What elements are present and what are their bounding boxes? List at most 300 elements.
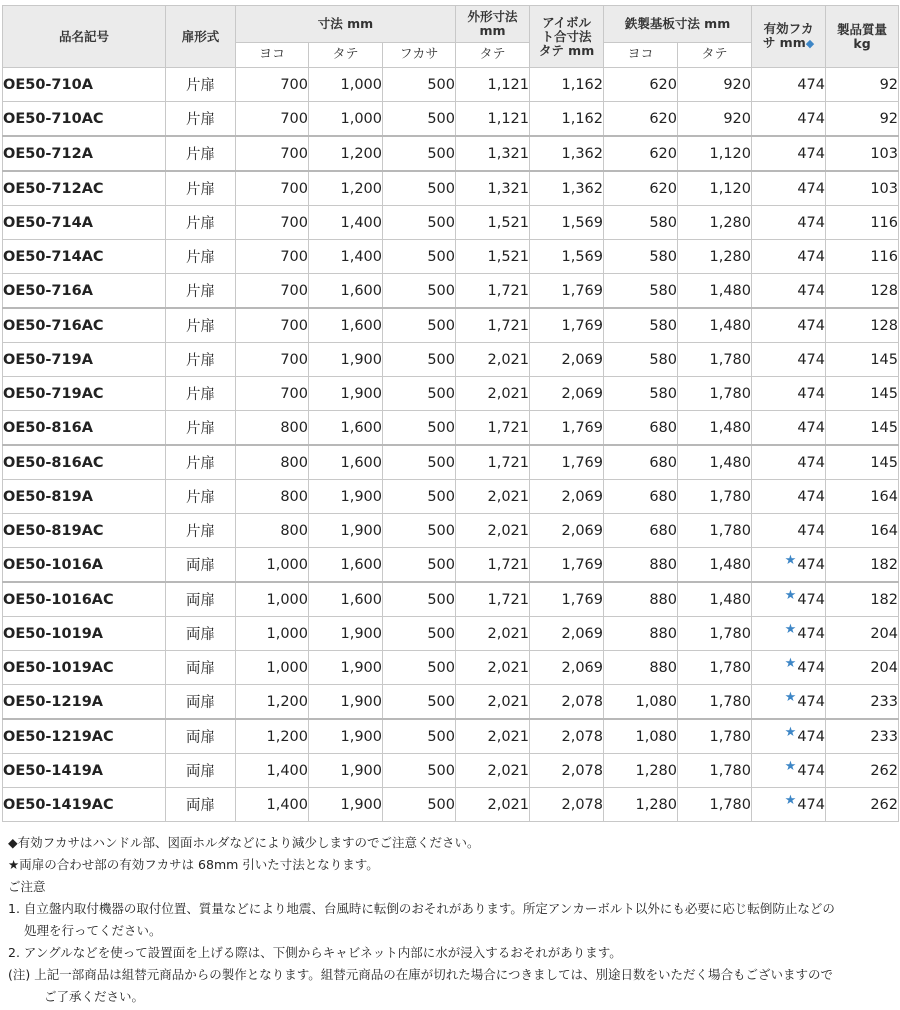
note-diamond: ◆有効フカサはハンドル部、図面ホルダなどにより減少しますのでご注意ください。 <box>8 835 480 850</box>
cell-weight: 92 <box>826 102 899 137</box>
cell-width: 1,000 <box>236 651 309 685</box>
cell-depth: 500 <box>383 582 456 617</box>
cell-plate-width: 680 <box>604 514 678 548</box>
cell-plate-height: 1,780 <box>678 685 752 720</box>
cell-depth: 500 <box>383 240 456 274</box>
cell-width: 800 <box>236 445 309 480</box>
cell-plate-width: 1,280 <box>604 754 678 788</box>
cell-eyebolt-height: 1,769 <box>530 582 604 617</box>
cell-door-type: 片扉 <box>166 171 236 206</box>
remark: (注) 上記一部商品は組替元商品からの製作となります。組替元商品の在庫が切れた場合につきましては、別途日数をいただく場合もございますので <box>8 967 833 982</box>
table-row <box>3 102 899 137</box>
cell-width: 700 <box>236 206 309 240</box>
cell-effective-depth: 474 <box>752 68 826 102</box>
cell-model: OE50-716A <box>3 274 166 309</box>
cell-effective-depth: 474 <box>752 377 826 411</box>
cell-door-type: 両扉 <box>166 719 236 754</box>
header-eff-line2: サ mm <box>762 35 806 50</box>
cell-door-type: 片扉 <box>166 206 236 240</box>
table-row <box>3 754 899 788</box>
cell-plate-height: 920 <box>678 102 752 137</box>
cell-width: 1,000 <box>236 582 309 617</box>
cell-plate-height: 1,780 <box>678 651 752 685</box>
cell-eyebolt-height: 2,078 <box>530 754 604 788</box>
cell-width: 700 <box>236 274 309 309</box>
cell-depth: 500 <box>383 308 456 343</box>
cell-width: 700 <box>236 171 309 206</box>
cell-height: 1,000 <box>309 102 383 137</box>
effective-depth-value: 474 <box>797 762 826 779</box>
effective-depth-value: 474 <box>797 556 826 573</box>
table-row <box>3 308 899 343</box>
cell-plate-height: 1,480 <box>678 582 752 617</box>
cell-model: OE50-816AC <box>3 445 166 480</box>
cell-outer-height: 1,721 <box>456 308 530 343</box>
cell-height: 1,900 <box>309 754 383 788</box>
cell-door-type: 両扉 <box>166 617 236 651</box>
effective-depth-value: 474 <box>797 625 826 642</box>
cell-width: 1,200 <box>236 685 309 720</box>
cell-height: 1,600 <box>309 308 383 343</box>
cell-door-type: 片扉 <box>166 102 236 137</box>
cell-door-type: 両扉 <box>166 788 236 822</box>
cell-height: 1,400 <box>309 240 383 274</box>
cell-eyebolt-height: 1,769 <box>530 308 604 343</box>
cell-effective-depth: 474 <box>752 136 826 171</box>
cell-door-type: 片扉 <box>166 68 236 102</box>
note-star: ★両扉の合わせ部の有効フカサは 68mm 引いた寸法となります。 <box>8 857 379 872</box>
cell-depth: 500 <box>383 480 456 514</box>
header-dims: 寸法 mm <box>236 6 456 43</box>
table-row <box>3 685 899 720</box>
cell-outer-height: 1,321 <box>456 136 530 171</box>
cell-plate-height: 1,780 <box>678 617 752 651</box>
cell-plate-width: 680 <box>604 411 678 446</box>
cell-weight: 262 <box>826 788 899 822</box>
cell-height: 1,200 <box>309 171 383 206</box>
cell-depth: 500 <box>383 343 456 377</box>
cell-eyebolt-height: 1,362 <box>530 171 604 206</box>
cell-door-type: 片扉 <box>166 411 236 446</box>
cell-plate-width: 1,280 <box>604 788 678 822</box>
cell-height: 1,900 <box>309 685 383 720</box>
cell-outer-height: 2,021 <box>456 480 530 514</box>
cell-outer-height: 1,721 <box>456 548 530 583</box>
table-row <box>3 582 899 617</box>
cell-height: 1,900 <box>309 343 383 377</box>
cell-depth: 500 <box>383 719 456 754</box>
effective-depth-value: 474 <box>797 591 826 608</box>
cell-effective-depth: 474 <box>752 308 826 343</box>
cell-weight: 92 <box>826 68 899 102</box>
cell-plate-height: 1,780 <box>678 377 752 411</box>
cell-plate-height: 1,780 <box>678 514 752 548</box>
cell-height: 1,400 <box>309 206 383 240</box>
star-icon: ★ <box>784 655 797 671</box>
cell-width: 1,400 <box>236 788 309 822</box>
cell-model: OE50-819A <box>3 480 166 514</box>
cell-outer-height: 1,521 <box>456 240 530 274</box>
star-icon: ★ <box>784 621 797 637</box>
cell-weight: 182 <box>826 548 899 583</box>
cell-outer-height: 1,721 <box>456 274 530 309</box>
table-row <box>3 136 899 171</box>
header-eff-line1: 有効フカ <box>763 21 814 36</box>
cell-door-type: 片扉 <box>166 377 236 411</box>
table-row <box>3 548 899 583</box>
cell-effective-depth <box>752 582 826 617</box>
header-weight-line2: kg <box>853 35 871 51</box>
header-eyebolt-line2: ト合寸法 <box>541 28 592 44</box>
cell-depth: 500 <box>383 206 456 240</box>
cell-outer-height: 2,021 <box>456 754 530 788</box>
cell-door-type: 片扉 <box>166 514 236 548</box>
caution-1-cont: 処理を行ってください。 <box>24 923 162 938</box>
cell-effective-depth: 474 <box>752 343 826 377</box>
cell-effective-depth: 474 <box>752 514 826 548</box>
cell-weight: 204 <box>826 617 899 651</box>
cell-eyebolt-height: 2,078 <box>530 685 604 720</box>
cell-weight: 233 <box>826 685 899 720</box>
cell-plate-width: 580 <box>604 274 678 309</box>
cell-weight: 145 <box>826 377 899 411</box>
cell-outer-height: 1,121 <box>456 68 530 102</box>
header-door-type: 扉形式 <box>166 6 236 68</box>
cell-door-type: 両扉 <box>166 582 236 617</box>
cell-door-type: 両扉 <box>166 548 236 583</box>
cell-height: 1,900 <box>309 719 383 754</box>
effective-depth-value: 474 <box>797 796 826 813</box>
cell-weight: 145 <box>826 445 899 480</box>
header-weight-line1: 製品質量 <box>837 21 888 37</box>
star-icon: ★ <box>784 587 797 603</box>
cell-effective-depth: 474 <box>752 240 826 274</box>
cell-width: 800 <box>236 480 309 514</box>
cell-height: 1,900 <box>309 514 383 548</box>
cell-eyebolt-height: 1,769 <box>530 411 604 446</box>
cell-plate-width: 1,080 <box>604 685 678 720</box>
cell-effective-depth: 474 <box>752 102 826 137</box>
cell-width: 800 <box>236 514 309 548</box>
cell-width: 1,400 <box>236 754 309 788</box>
cell-eyebolt-height: 2,069 <box>530 343 604 377</box>
cell-width: 700 <box>236 377 309 411</box>
star-icon: ★ <box>784 724 797 740</box>
cell-plate-width: 580 <box>604 308 678 343</box>
table-row <box>3 480 899 514</box>
cell-door-type: 両扉 <box>166 754 236 788</box>
cell-weight: 116 <box>826 206 899 240</box>
cell-eyebolt-height: 2,069 <box>530 480 604 514</box>
cell-plate-width: 880 <box>604 582 678 617</box>
cell-eyebolt-height: 1,162 <box>530 68 604 102</box>
header-plate: 鉄製基板寸法 mm <box>604 6 752 43</box>
cell-eyebolt-height: 2,078 <box>530 719 604 754</box>
cell-plate-width: 680 <box>604 445 678 480</box>
cell-model: OE50-1016A <box>3 548 166 583</box>
cell-height: 1,900 <box>309 480 383 514</box>
table-row <box>3 274 899 309</box>
subheader-height: タテ <box>309 43 383 68</box>
cell-plate-height: 1,780 <box>678 480 752 514</box>
cell-depth: 500 <box>383 617 456 651</box>
subheader-width: ヨコ <box>236 43 309 68</box>
table-row <box>3 719 899 754</box>
header-eyebolt <box>530 6 604 68</box>
cell-weight: 103 <box>826 136 899 171</box>
cell-door-type: 片扉 <box>166 343 236 377</box>
cell-model: OE50-1019A <box>3 617 166 651</box>
header-weight <box>826 6 899 68</box>
cell-height: 1,900 <box>309 617 383 651</box>
star-icon: ★ <box>784 552 797 568</box>
cell-height: 1,000 <box>309 68 383 102</box>
cell-plate-width: 880 <box>604 548 678 583</box>
cell-plate-height: 1,120 <box>678 171 752 206</box>
cell-weight: 145 <box>826 343 899 377</box>
cell-plate-width: 680 <box>604 480 678 514</box>
cell-model: OE50-714AC <box>3 240 166 274</box>
diamond-icon: ◆ <box>805 37 815 50</box>
cell-eyebolt-height: 2,069 <box>530 651 604 685</box>
cell-eyebolt-height: 2,069 <box>530 377 604 411</box>
cell-plate-height: 1,480 <box>678 548 752 583</box>
table-row <box>3 343 899 377</box>
cell-effective-depth: 474 <box>752 274 826 309</box>
cell-depth: 500 <box>383 685 456 720</box>
cell-weight: 164 <box>826 480 899 514</box>
cell-model: OE50-1016AC <box>3 582 166 617</box>
cell-depth: 500 <box>383 102 456 137</box>
cell-effective-depth: 474 <box>752 206 826 240</box>
table-body <box>3 68 899 822</box>
cell-plate-height: 1,780 <box>678 754 752 788</box>
cell-model: OE50-719A <box>3 343 166 377</box>
cell-model: OE50-719AC <box>3 377 166 411</box>
cell-width: 700 <box>236 240 309 274</box>
header-model: 品名記号 <box>3 6 166 68</box>
cell-plate-height: 1,780 <box>678 719 752 754</box>
cell-plate-height: 1,480 <box>678 308 752 343</box>
cell-weight: 116 <box>826 240 899 274</box>
star-icon: ★ <box>784 792 797 808</box>
cell-depth: 500 <box>383 411 456 446</box>
cell-eyebolt-height: 1,569 <box>530 240 604 274</box>
cell-plate-width: 880 <box>604 651 678 685</box>
cell-plate-width: 620 <box>604 171 678 206</box>
cell-plate-width: 580 <box>604 343 678 377</box>
cell-plate-width: 880 <box>604 617 678 651</box>
cell-model: OE50-710A <box>3 68 166 102</box>
cell-outer-height: 1,721 <box>456 411 530 446</box>
cell-plate-width: 580 <box>604 377 678 411</box>
cell-width: 700 <box>236 308 309 343</box>
table-row <box>3 171 899 206</box>
cell-weight: 128 <box>826 274 899 309</box>
cell-depth: 500 <box>383 651 456 685</box>
table-row <box>3 445 899 480</box>
caution-2: 2. アングルなどを使って設置面を上げる際は、下側からキャビネット内部に水が浸入するおそれがあります。 <box>8 945 622 960</box>
cell-eyebolt-height: 1,569 <box>530 206 604 240</box>
cell-effective-depth <box>752 548 826 583</box>
subheader-depth: フカサ <box>383 43 456 68</box>
cell-depth: 500 <box>383 171 456 206</box>
cell-depth: 500 <box>383 548 456 583</box>
cell-width: 1,200 <box>236 719 309 754</box>
cell-model: OE50-1019AC <box>3 651 166 685</box>
cell-door-type: 両扉 <box>166 685 236 720</box>
cell-width: 1,000 <box>236 617 309 651</box>
cell-eyebolt-height: 1,162 <box>530 102 604 137</box>
cell-weight: 103 <box>826 171 899 206</box>
cell-eyebolt-height: 1,362 <box>530 136 604 171</box>
cell-effective-depth <box>752 719 826 754</box>
cell-plate-height: 1,480 <box>678 274 752 309</box>
cell-height: 1,900 <box>309 377 383 411</box>
table-row <box>3 68 899 102</box>
cell-plate-height: 1,780 <box>678 788 752 822</box>
cell-outer-height: 2,021 <box>456 377 530 411</box>
cell-outer-height: 2,021 <box>456 514 530 548</box>
effective-depth-value: 474 <box>797 728 826 745</box>
cell-height: 1,600 <box>309 274 383 309</box>
cell-depth: 500 <box>383 754 456 788</box>
cell-door-type: 両扉 <box>166 651 236 685</box>
cell-model: OE50-712A <box>3 136 166 171</box>
cell-model: OE50-716AC <box>3 308 166 343</box>
caution-title: ご注意 <box>8 879 46 894</box>
cell-door-type: 片扉 <box>166 308 236 343</box>
cell-outer-height: 1,321 <box>456 171 530 206</box>
cell-effective-depth <box>752 651 826 685</box>
cell-model: OE50-1419AC <box>3 788 166 822</box>
cell-width: 700 <box>236 68 309 102</box>
cell-model: OE50-816A <box>3 411 166 446</box>
table-row <box>3 206 899 240</box>
cell-width: 700 <box>236 343 309 377</box>
table-row <box>3 651 899 685</box>
cell-depth: 500 <box>383 274 456 309</box>
header-eyebolt-line1: アイボル <box>542 14 591 30</box>
cell-depth: 500 <box>383 445 456 480</box>
cell-plate-width: 1,080 <box>604 719 678 754</box>
cell-height: 1,600 <box>309 582 383 617</box>
cell-model: OE50-714A <box>3 206 166 240</box>
cell-model: OE50-1219A <box>3 685 166 720</box>
cell-outer-height: 2,021 <box>456 343 530 377</box>
cell-weight: 182 <box>826 582 899 617</box>
cell-outer-height: 1,721 <box>456 582 530 617</box>
cell-outer-height: 2,021 <box>456 651 530 685</box>
cell-weight: 164 <box>826 514 899 548</box>
cell-outer-height: 2,021 <box>456 788 530 822</box>
header-outer <box>456 6 530 43</box>
star-icon: ★ <box>784 689 797 705</box>
cell-model: OE50-712AC <box>3 171 166 206</box>
table-row <box>3 377 899 411</box>
table-row <box>3 617 899 651</box>
cell-plate-width: 620 <box>604 102 678 137</box>
header-outer-line2: mm <box>479 23 506 38</box>
cell-outer-height: 1,521 <box>456 206 530 240</box>
cell-plate-height: 1,780 <box>678 343 752 377</box>
cell-depth: 500 <box>383 788 456 822</box>
table-row <box>3 411 899 446</box>
cell-model: OE50-1219AC <box>3 719 166 754</box>
spec-table <box>2 5 899 822</box>
cell-width: 800 <box>236 411 309 446</box>
cell-door-type: 片扉 <box>166 240 236 274</box>
cell-plate-width: 620 <box>604 68 678 102</box>
header-eyebolt-line3: タテ mm <box>538 42 595 58</box>
notes-section <box>8 832 896 1008</box>
cell-weight: 128 <box>826 308 899 343</box>
cell-effective-depth <box>752 788 826 822</box>
cell-plate-width: 580 <box>604 206 678 240</box>
cell-plate-width: 620 <box>604 136 678 171</box>
cell-model: OE50-819AC <box>3 514 166 548</box>
caution-1: 1. 自立盤内取付機器の取付位置、質量などにより地震、台風時に転倒のおそれがあります。所定アンカーボルト以外にも必要に応じ転倒防止などの <box>8 901 835 916</box>
header-outer-line1: 外形寸法 <box>467 9 518 24</box>
cell-effective-depth: 474 <box>752 411 826 446</box>
remark-cont: ご了承ください。 <box>44 989 145 1004</box>
cell-door-type: 片扉 <box>166 274 236 309</box>
cell-outer-height: 1,721 <box>456 445 530 480</box>
cell-effective-depth <box>752 754 826 788</box>
cell-width: 700 <box>236 102 309 137</box>
effective-depth-value: 474 <box>797 693 826 710</box>
cell-door-type: 片扉 <box>166 480 236 514</box>
cell-plate-height: 1,480 <box>678 445 752 480</box>
cell-eyebolt-height: 2,069 <box>530 617 604 651</box>
cell-height: 1,600 <box>309 445 383 480</box>
subheader-plate-height: タテ <box>678 43 752 68</box>
cell-effective-depth <box>752 685 826 720</box>
table-row <box>3 788 899 822</box>
cell-plate-height: 1,280 <box>678 240 752 274</box>
cell-plate-height: 1,120 <box>678 136 752 171</box>
cell-height: 1,600 <box>309 548 383 583</box>
cell-weight: 145 <box>826 411 899 446</box>
cell-model: OE50-710AC <box>3 102 166 137</box>
cell-plate-height: 1,480 <box>678 411 752 446</box>
cell-eyebolt-height: 1,769 <box>530 445 604 480</box>
star-icon: ★ <box>784 758 797 774</box>
cell-effective-depth: 474 <box>752 480 826 514</box>
effective-depth-value: 474 <box>797 659 826 676</box>
cell-depth: 500 <box>383 136 456 171</box>
header-effective-depth <box>752 6 826 68</box>
subheader-plate-width: ヨコ <box>604 43 678 68</box>
table-row <box>3 514 899 548</box>
cell-depth: 500 <box>383 68 456 102</box>
cell-outer-height: 2,021 <box>456 617 530 651</box>
cell-weight: 262 <box>826 754 899 788</box>
cell-height: 1,900 <box>309 651 383 685</box>
subheader-outer-height: タテ <box>456 43 530 68</box>
cell-eyebolt-height: 1,769 <box>530 274 604 309</box>
cell-width: 1,000 <box>236 548 309 583</box>
cell-plate-width: 580 <box>604 240 678 274</box>
cell-eyebolt-height: 2,078 <box>530 788 604 822</box>
cell-eyebolt-height: 1,769 <box>530 548 604 583</box>
cell-height: 1,900 <box>309 788 383 822</box>
cell-effective-depth <box>752 617 826 651</box>
cell-depth: 500 <box>383 377 456 411</box>
cell-effective-depth: 474 <box>752 171 826 206</box>
cell-effective-depth: 474 <box>752 445 826 480</box>
cell-weight: 204 <box>826 651 899 685</box>
